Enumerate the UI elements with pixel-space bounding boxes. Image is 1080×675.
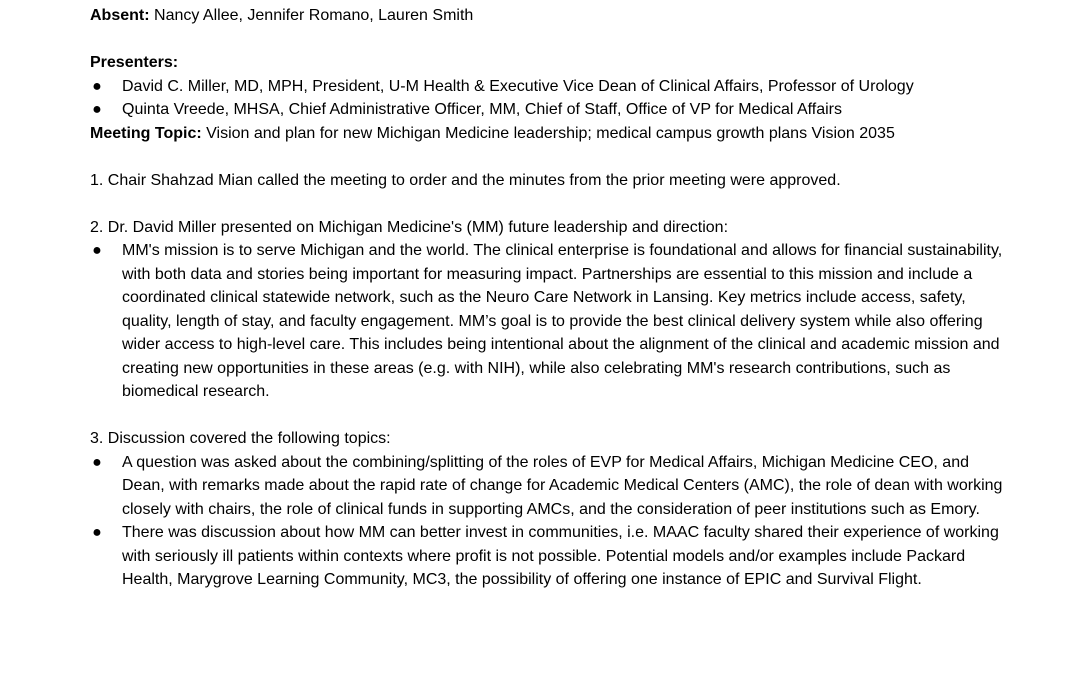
spacer	[90, 28, 1010, 52]
absent-names: Nancy Allee, Jennifer Romano, Lauren Smith	[149, 7, 474, 24]
bullet-text: MM's mission is to serve Michigan and the world. The clinical enterprise is foundational and allows for financial sustainability, with both data and stories being important for measuring impact. Partnerships are essential to this mission and include a coordinated clinical statewide network, such as the Neuro Care Network in Lansing. Key metrics include access, safety, quality, length of stay, and faculty engagement. MM’s goal is to provide the best clinical delivery system while also offering wider access to high-level care. This includes being intentional about the alignment of the clinical and academic mission and creating new opportunities in these areas (e.g. with NIH), while also celebrating MM's research contributions, such as biomedical research.	[122, 242, 1003, 400]
bullet-icon: ●	[92, 101, 102, 118]
absent-label: Absent:	[90, 7, 150, 24]
spacer	[90, 404, 1010, 428]
agenda-item-3-bullet	[90, 521, 1010, 592]
absent-line	[90, 4, 1010, 28]
bullet-text: A question was asked about the combining/splitting of the roles of EVP for Medical Affairs, Michigan Medicine CEO, and Dean, with remarks made about the rapid rate of change for Academic Medical Centers (AMC), the role of dean with working closely with chairs, the role of clinical funds in supporting AMCs, and the consideration of peer institutions such as Emory.	[122, 453, 1003, 518]
bullet-icon: ●	[92, 524, 102, 541]
agenda-item-2-bullet	[90, 239, 1010, 404]
spacer	[90, 192, 1010, 216]
bullet-icon: ●	[92, 77, 102, 95]
agenda-item-3-intro: 3. Discussion covered the following topics:	[90, 430, 391, 447]
meeting-minutes-body	[90, 4, 1010, 592]
presenter-item	[90, 98, 1010, 122]
presenters-heading: Presenters:	[90, 54, 179, 71]
agenda-item-2-intro: 2. Dr. David Miller presented on Michigan Medicine's (MM) future leadership and direction:	[90, 218, 729, 236]
meeting-topic-text: Vision and plan for new Michigan Medicine leadership; medical campus growth plans Vision 2035	[201, 124, 895, 142]
presenter-text: David C. Miller, MD, MPH, President, U-M Health & Executive Vice Dean of Clinical Affairs, Professor of Urology	[122, 77, 914, 95]
agenda-item-3-bullet	[90, 451, 1010, 522]
bullet-icon: ●	[92, 242, 102, 259]
bullet-text: There was discussion about how MM can better invest in communities, i.e. MAAC faculty shared their experience of working with seriously ill patients within contexts where profit is not possible. Potential models and/or examples include Packard Health, Marygrove Learning Community, MC3, the possibility of offering one instance of EPIC and Survival Flight.	[122, 524, 999, 588]
presenter-item	[90, 75, 1010, 99]
meeting-topic-line	[90, 122, 1010, 146]
meeting-topic-label: Meeting Topic:	[90, 124, 202, 142]
presenter-text: Quinta Vreede, MHSA, Chief Administrative Officer, MM, Chief of Staff, Office of VP for Medical Affairs	[122, 101, 843, 118]
agenda-item-1: 1. Chair Shahzad Mian called the meeting to order and the minutes from the prior meeting were approved.	[90, 171, 841, 189]
spacer	[90, 145, 1010, 169]
bullet-icon: ●	[92, 453, 102, 471]
